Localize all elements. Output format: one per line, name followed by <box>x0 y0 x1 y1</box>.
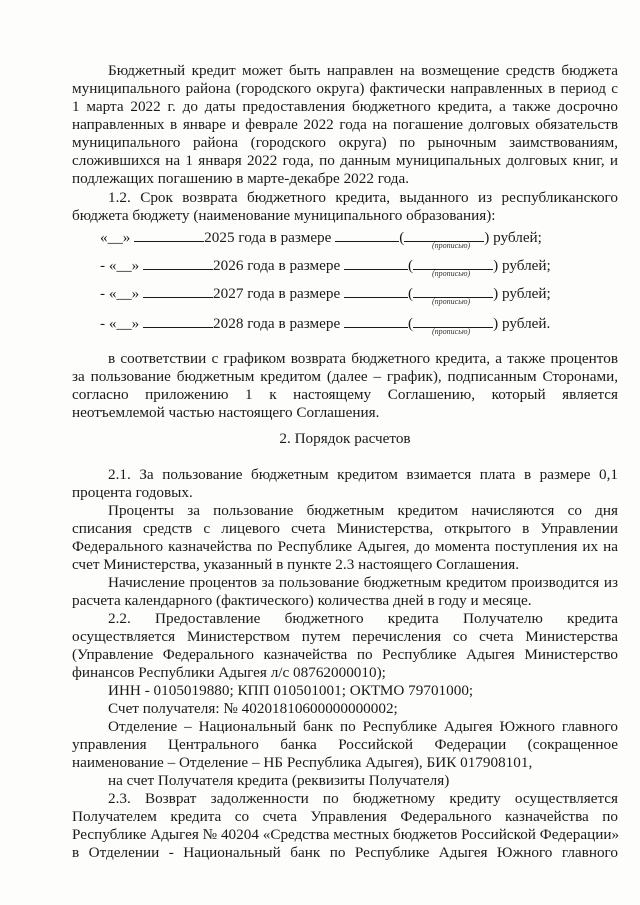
paragraph-line: управления Центрального банка Российской Федерации (сокращенное <box>72 736 618 753</box>
paragraph-line: неотъемлемой частью настоящего Соглашения. <box>72 404 380 421</box>
year-text: 2028 года в размере <box>213 315 341 332</box>
paragraph-line: направленных в январе и феврале 2022 года на погашение долговых обязательств <box>72 116 618 133</box>
paragraph-line: Начисление процентов за пользование бюджетным кредитом производится из <box>108 574 618 591</box>
caption-in-words: (прописью) <box>432 297 471 306</box>
paragraph-line: в соответствии с графиком возврата бюджетного кредита, а также процентов <box>108 350 618 367</box>
open-paren: ( <box>408 285 414 302</box>
paragraph-line: Бюджетный кредит может быть направлен на возмещение средств бюджета <box>108 62 618 79</box>
row-suffix: ) рублей; <box>493 285 551 302</box>
paragraph-line: Получателем кредита со счета Управления Федерального казначейства по <box>72 808 618 825</box>
year-text: 2027 года в размере <box>213 285 341 302</box>
paragraph-line: 1.2. Срок возврата бюджетного кредита, выданного из республиканского <box>108 189 618 206</box>
row-suffix: ) рублей. <box>493 315 551 332</box>
row-suffix: ) рублей; <box>493 257 551 274</box>
paragraph-line: муниципального района (городского округа) фактически направленных в период с <box>72 80 618 97</box>
section-heading: 2. Порядок расчетов <box>279 430 411 447</box>
amount-number-blank <box>404 228 484 242</box>
paragraph-line: в Отделении - Национальный банк по Республике Адыгея Южного главного <box>72 844 618 861</box>
paragraph-line: наименование – Отделение – НБ Республика Адыгея), БИК 017908101, <box>72 754 533 771</box>
date-blank <box>134 228 204 242</box>
schedule-row-2025 <box>100 228 620 247</box>
paragraph-line: Федерального казначейства по Республике Адыгея, до момента поступления их на <box>72 538 618 555</box>
paragraph-line: списания средств с лицевого счета Министерства, открытого в Управлении <box>72 520 618 537</box>
date-blank <box>143 256 213 270</box>
inn-line: ИНН - 0105019880; КПП 010501001; ОКТМО 79701000; <box>108 682 474 699</box>
paragraph-line: 2.2. Предоставление бюджетного кредита Получателю кредита <box>108 610 618 627</box>
amount-number-blank <box>413 284 493 298</box>
paragraph-line: 2.1. За пользование бюджетным кредитом взимается плата в размере 0,1 <box>108 466 618 483</box>
paragraph-line: 1 марта 2022 г. до даты предоставления бюджетного кредита, а также досрочно <box>72 98 618 115</box>
date-blank <box>143 314 213 328</box>
paragraph-line: согласно приложению 1 к настоящему Соглашению, который является <box>72 386 618 403</box>
paragraph-line: процента годовых. <box>72 484 193 501</box>
paragraph-line: муниципального района (городского округа) по рыночным заимствованиям, <box>72 134 618 151</box>
open-paren: ( <box>399 229 405 246</box>
date-blank <box>143 284 213 298</box>
paragraph-line: Республике Адыгея № 40204 «Средства местных бюджетов Российской Федерации» <box>72 826 620 843</box>
paragraph-line: 2.3. Возврат задолженности по бюджетному кредиту осуществляется <box>108 790 618 807</box>
date-prefix: - «__» <box>100 285 140 302</box>
amount-number-blank <box>413 256 493 270</box>
amount-words-blank <box>344 314 408 328</box>
caption-in-words: (прописью) <box>432 327 471 336</box>
open-paren: ( <box>408 257 414 274</box>
paragraph-line: подлежащих погашению в марте-декабре 2022 года. <box>72 170 410 187</box>
paragraph-line: осуществляется Министерством путем перечисления со счета Министерства <box>72 628 618 645</box>
recipient-line: на счет Получателя кредита (реквизиты Получателя) <box>108 772 450 789</box>
date-prefix: - «__» <box>100 315 140 332</box>
schedule-row-2028 <box>100 314 620 333</box>
caption-in-words: (прописью) <box>432 269 471 278</box>
amount-words-blank <box>344 284 408 298</box>
date-prefix: «__» <box>100 229 131 246</box>
paragraph-line: Проценты за пользование бюджетным кредитом начисляются со дня <box>108 502 618 519</box>
date-prefix: - «__» <box>100 257 140 274</box>
paragraph-line: расчета календарного (фактического) количества дней в году и месяце. <box>72 592 532 609</box>
year-text: 2026 года в размере <box>213 257 341 274</box>
schedule-row-2027 <box>100 284 620 303</box>
amount-words-blank <box>344 256 408 270</box>
open-paren: ( <box>408 315 414 332</box>
amount-words-blank <box>335 228 399 242</box>
caption-in-words: (прописью) <box>432 241 471 250</box>
paragraph-line: сложившихся на 1 января 2022 года, по данным муниципальных долговых книг, и <box>72 152 618 169</box>
year-text: 2025 года в размере <box>204 229 332 246</box>
paragraph-line: (Управление Федерального казначейства по Республике Адыгея Министерство <box>72 646 618 663</box>
amount-number-blank <box>413 314 493 328</box>
paragraph-line: Отделение – Национальный банк по Республике Адыгея Южного главного <box>108 718 618 735</box>
account-line: Счет получателя: № 40201810600000000002; <box>108 700 398 717</box>
paragraph-line: финансов Республики Адыгея л/с 08762000010); <box>72 664 386 681</box>
paragraph-line: за пользование бюджетным кредитом (далее – график), подписанным Сторонами, <box>72 368 618 385</box>
row-suffix: ) рублей; <box>484 229 542 246</box>
paragraph-line: счет Министерства, указанный в пункте 2.3 настоящего Соглашения. <box>72 556 520 573</box>
schedule-row-2026 <box>100 256 620 275</box>
paragraph-line: бюджета бюджету (наименование муниципального образования): <box>72 207 496 224</box>
